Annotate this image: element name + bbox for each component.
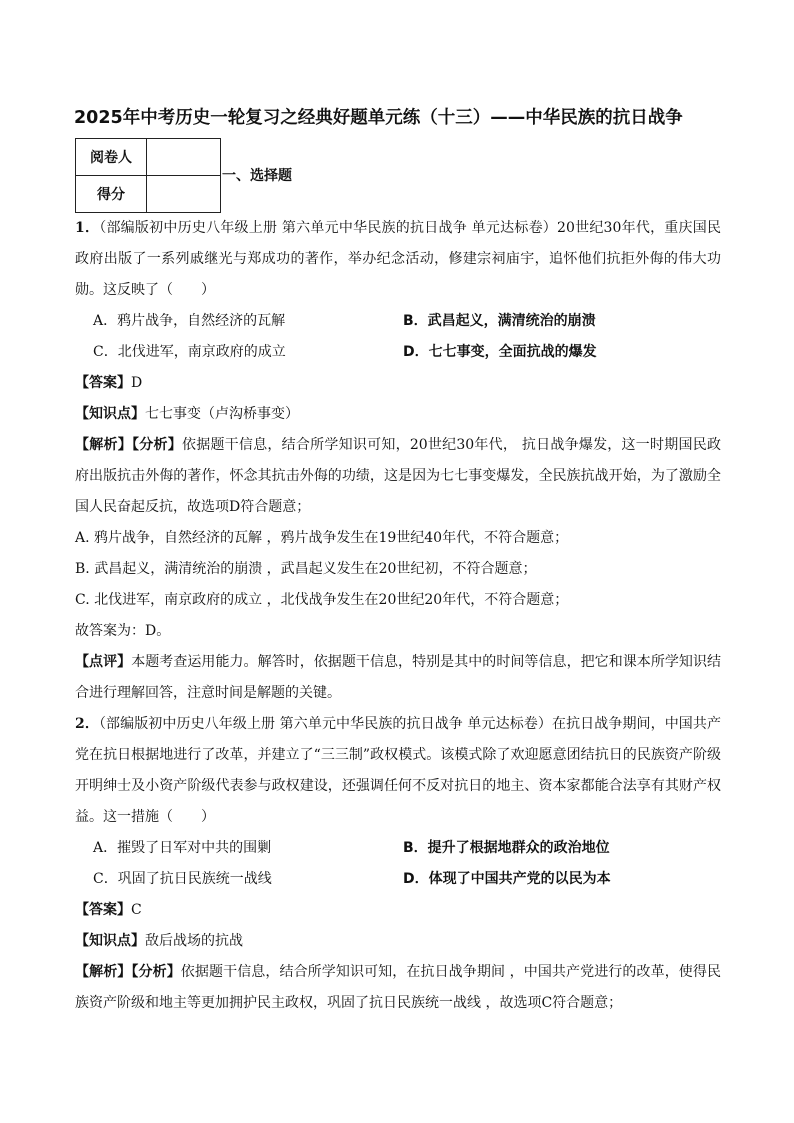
option-d[interactable]: D．体现了中国共产党的以民为本 bbox=[403, 871, 611, 887]
question-2-analysis bbox=[75, 957, 721, 1019]
question-2-options-row-2 bbox=[75, 864, 721, 895]
analysis-conclusion: 故答案为：D。 bbox=[75, 623, 171, 639]
reviewer-label: 阅卷人 bbox=[76, 139, 147, 176]
score-value-field[interactable] bbox=[147, 176, 221, 213]
questions-content bbox=[75, 213, 721, 1019]
analysis-text: 依据题干信息，结合所学知识可知，20世纪30年代， 抗日战争爆发，这一时期国民政府出版抗击外侮的著作，怀念其抗击外侮的功绩，这是因为七七事变爆发，全民族抗战开始，为了激励全国人民奋起反抗，故选项D符合题意； bbox=[75, 437, 722, 515]
option-c[interactable]: C．巩固了抗日民族统一战线 bbox=[93, 871, 272, 887]
option-b[interactable]: B．提升了根据地群众的政治地位 bbox=[403, 840, 610, 856]
option-c[interactable]: C．北伐进军，南京政府的成立 bbox=[93, 344, 286, 360]
question-1-options-row-2 bbox=[75, 337, 721, 368]
answer-value: D bbox=[131, 375, 143, 391]
comment-text: 本题考查运用能力。解答时，依据题干信息，特别是其中的时间等信息，把它和课本所学知识结合进行理解回答，注意时间是解题的关键。 bbox=[75, 654, 722, 701]
question-1-answer bbox=[75, 368, 721, 399]
analysis-text: 依据题干信息，结合所学知识可知，在抗日战争期间 ，中国共产党进行的改革，使得民族资产阶级和地主等更加拥护民主政权，巩固了抗日民族统一战线 ，故选项C符合题意； bbox=[75, 964, 722, 1011]
analysis-label: 【解析】【分析】 bbox=[75, 437, 182, 453]
answer-value: C bbox=[131, 902, 142, 918]
analysis-line-a: A. 鸦片战争，自然经济的瓦解 ，鸦片战争发生在19世纪40年代，不符合题意； bbox=[75, 530, 569, 546]
question-2-knowledge bbox=[75, 926, 721, 957]
question-1-analysis bbox=[75, 430, 721, 523]
analysis-label: 【解析】【分析】 bbox=[75, 964, 181, 980]
question-1-comment bbox=[75, 647, 721, 709]
knowledge-label: 【知识点】 bbox=[75, 933, 145, 949]
question-2-options-row-1 bbox=[75, 833, 721, 864]
knowledge-label: 【知识点】 bbox=[75, 406, 145, 422]
reviewer-score-table bbox=[75, 138, 221, 213]
analysis-line-c: C. 北伐进军，南京政府的成立 ，北伐战争发生在20世纪20年代，不符合题意； bbox=[75, 592, 569, 608]
option-a[interactable]: A．摧毁了日军对中共的围剿 bbox=[93, 840, 272, 856]
question-2-stem bbox=[75, 709, 721, 833]
option-d[interactable]: D．七七事变，全面抗战的爆发 bbox=[403, 344, 597, 360]
question-2-answer bbox=[75, 895, 721, 926]
option-b[interactable]: B．武昌起义，满清统治的崩溃 bbox=[403, 313, 596, 329]
reviewer-value-field[interactable] bbox=[147, 139, 221, 176]
analysis-line-b: B. 武昌起义，满清统治的崩溃 ，武昌起义发生在20世纪初，不符合题意； bbox=[75, 561, 537, 577]
question-number: 1． bbox=[75, 220, 100, 236]
question-number: 2． bbox=[75, 716, 99, 732]
question-stem-text: （部编版初中历史八年级上册 第六单元中华民族的抗日战争 单元达标卷）在抗日战争期间，中国共产党在抗日根据地进行了改革，并建立了“三三制”政权模式。该模式除了欢迎愿意团结抗日的民族资产阶级开明绅士及小资产阶级代表参与政权建设，还强调任何不反对抗日的地主、资本家都能合法享有其财产权益。这一措施（ ） bbox=[75, 716, 721, 825]
question-1-knowledge bbox=[75, 399, 721, 430]
question-stem-text: （部编版初中历史八年级上册 第六单元中华民族的抗日战争 单元达标卷）20世纪30年代，重庆国民政府出版了一系列戚继光与郑成功的著作，举办纪念活动，修建宗祠庙宇，追怀他们抗拒外侮的伟大功勋。这反映了（ ） bbox=[75, 220, 721, 298]
score-label: 得分 bbox=[76, 176, 147, 213]
option-a[interactable]: A．鸦片战争，自然经济的瓦解 bbox=[93, 313, 286, 329]
question-1-stem bbox=[75, 213, 721, 306]
comment-label: 【点评】 bbox=[75, 654, 132, 670]
knowledge-value: 敌后战场的抗战 bbox=[145, 933, 243, 949]
knowledge-value: 七七事变（卢沟桥事变） bbox=[145, 406, 299, 422]
question-1-options-row-1 bbox=[75, 306, 721, 337]
section-title: 一、选择题 bbox=[222, 168, 292, 184]
answer-label: 【答案】 bbox=[75, 902, 131, 918]
page-title: 2025年中考历史一轮复习之经典好题单元练（十三）——中华民族的抗日战争 bbox=[74, 108, 683, 128]
answer-label: 【答案】 bbox=[75, 375, 131, 391]
